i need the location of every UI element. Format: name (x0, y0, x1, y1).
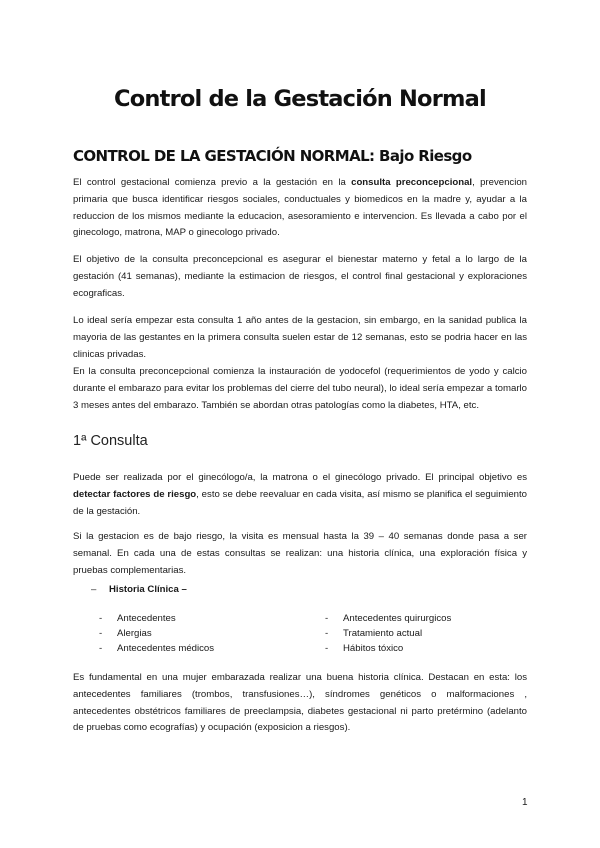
bullet-marker: - (99, 628, 103, 639)
paragraph-consulta-preconcepcional (73, 175, 527, 242)
list-item-label: Antecedentes médicos (117, 643, 215, 654)
bullet-marker: - (325, 613, 329, 624)
paragraph-bajo-riesgo: Si la gestacion es de bajo riesgo, la visita es mensual hasta la 39 – 40 semanas donde pasa a ser semanal. En cada una de estas consultas se realizan: una historia clínica, una exploración física y pruebas complementarias. (73, 531, 527, 576)
dash-marker: – (91, 584, 97, 595)
list-item (99, 626, 214, 641)
bold-term: consulta preconcepcional (351, 177, 473, 188)
paragraph-ideal-timing: Lo ideal sería empezar esta consulta 1 año antes de la gestacion, sin embargo, en la sanidad publica la mayoria de las gestantes en la primera consulta suelen estar de 12 semanas, esto se podria hacer en las clinicas privadas. (73, 315, 527, 360)
bullet-marker: - (99, 613, 103, 624)
historia-clinica-list-left (99, 611, 214, 656)
list-item-label: Hábitos tóxico (343, 643, 404, 654)
bold-term: detectar factores de riesgo (73, 488, 197, 500)
paragraph-text: , esto se debe reevaluar en cada visita, así mismo se planifica el seguimiento de la gestación. (73, 488, 527, 517)
paragraph-text: , prevencion primaria que busca identificar riesgos sociales, conductuales y biomedicos en la madre y, ayudar a la reduccion de los mismos mediante la educacion, asesoramiento e intervencion. Es llevada a cabo por el ginecologo, matrona, MAP o ginecologo privado. (73, 177, 528, 239)
list-item (325, 626, 451, 641)
list-item (325, 641, 451, 656)
list-item-label: Alergias (117, 628, 152, 639)
historia-clinica-heading (91, 584, 187, 595)
page-number: 1 (522, 797, 528, 808)
paragraph-text: Puede ser realizada por el ginecólogo/a, la matrona o el ginecólogo privado. El principal objetivo es (73, 472, 527, 483)
historia-clinica-list-right (325, 611, 451, 656)
historia-clinica-label: Historia Clínica – (109, 584, 187, 595)
list-item (99, 611, 214, 626)
list-item-label: Antecedentes quirurgicos (343, 613, 452, 624)
bullet-marker: - (325, 643, 329, 654)
paragraph-yodocefol: En la consulta preconcepcional comienza la instauración de yodocefol (requerimientos de yodo y calcio durante el embarazo para evitar los problemas del cierre del tubo neural), lo ideal sería empezar a tomarlo 3 meses antes del embarazo. También se abordan otras patologías como la diabetes, HTA, etc. (73, 366, 527, 411)
bullet-marker: - (99, 643, 103, 654)
subsection-heading: 1ª Consulta (73, 433, 148, 449)
bullet-marker: - (325, 628, 329, 639)
list-item (99, 641, 214, 656)
list-item (325, 611, 451, 626)
section-heading: CONTROL DE LA GESTACIÓN NORMAL: Bajo Riesgo (73, 147, 472, 165)
paragraph-primera-consulta (73, 470, 527, 520)
paragraph-text: El control gestacional comienza previo a la gestación en la (73, 177, 352, 188)
paragraph-historia-clinica: Es fundamental en una mujer embarazada realizar una buena historia clínica. Destacan en esta: los antecedentes familiares (trombos, transfusiones…), síndromes genéticos o malformaciones , antecedentes obstétricos familiares de preeclampsia, diabetes gestacional ni parto pretérmino (adelanto de pruebas como ecografías) y ocupación (exposicion a riesgos). (73, 672, 527, 734)
document-title: Control de la Gestación Normal (114, 86, 486, 112)
list-item-label: Antecedentes (117, 613, 176, 624)
paragraph-objetivo: El objetivo de la consulta preconcepcional es asegurar el bienestar materno y fetal a lo largo de la gestación (41 semanas), mediante la estimacion de riesgos, el control final gestacional y exploraciones ecograficas. (73, 254, 527, 299)
list-item-label: Tratamiento actual (343, 628, 423, 639)
